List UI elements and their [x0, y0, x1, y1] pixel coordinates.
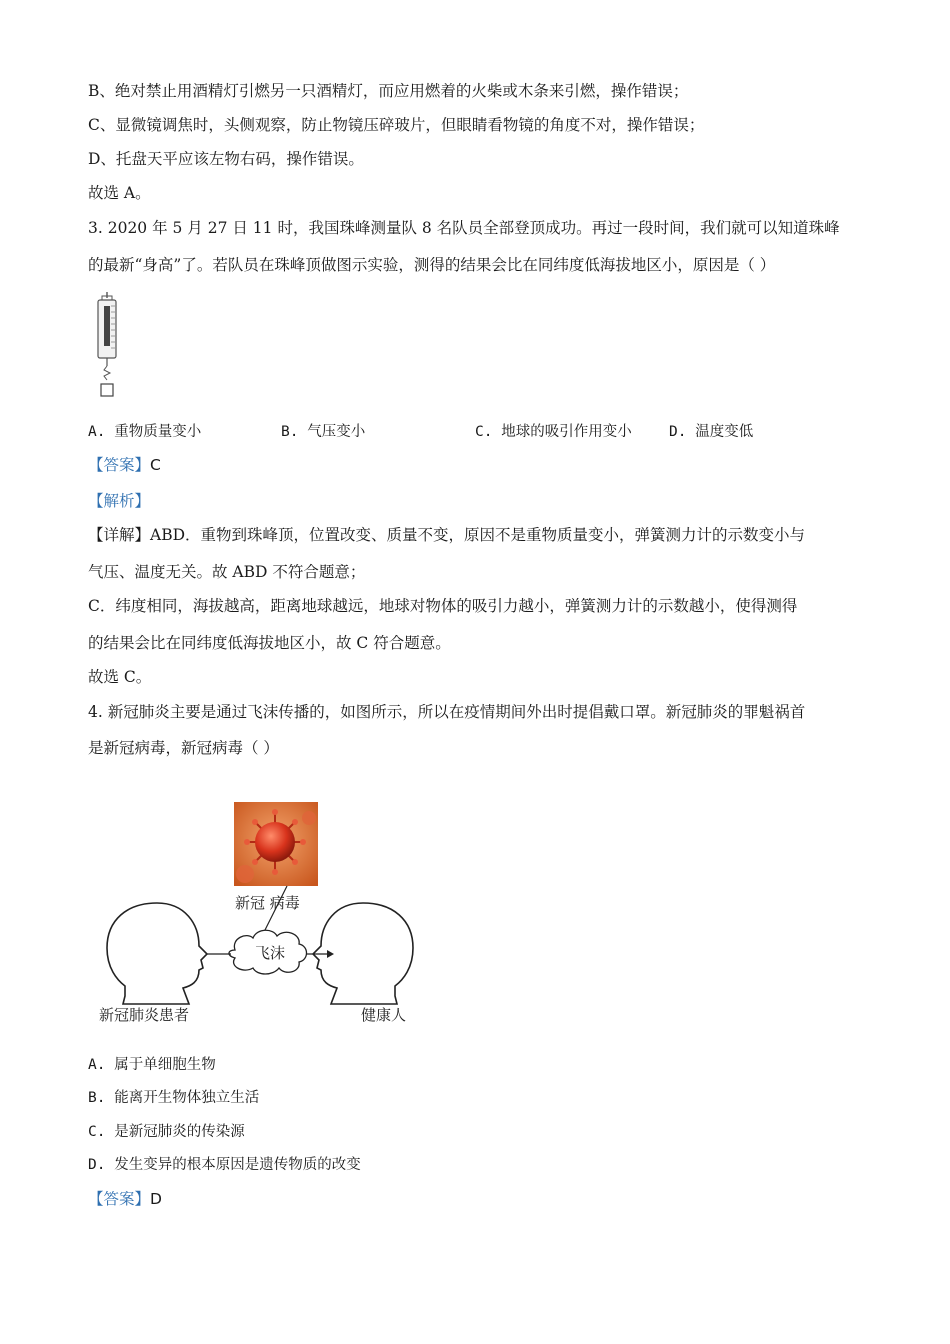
q3-detail-line1: [88, 525, 805, 545]
patient-label: 新冠肺炎患者: [99, 1006, 190, 1024]
q4-option-d[interactable]: D. 发生变异的根本原因是遗传物质的改变: [88, 1157, 361, 1173]
spring-scale-figure: [92, 292, 126, 402]
q2-option-b-explanation: B、绝对禁止用酒精灯引燃另一只酒精灯，而应用燃着的火柴或木条来引燃，操作错误；: [88, 82, 689, 100]
virus-image: [234, 802, 318, 886]
q3-answer-tag: 【答案】: [88, 456, 151, 474]
q3-answer-value: C: [150, 456, 161, 474]
q4-answer-value: D: [150, 1190, 162, 1208]
q2-option-d-explanation: D、托盘天平应该左物右码，操作错误。: [88, 150, 364, 168]
q4-answer-row: [88, 1189, 162, 1209]
q2-option-c-explanation: C、显微镜调焦时，头侧观察，防止物镜压碎玻片，但眼睛看物镜的角度不对，操作错误；: [88, 116, 705, 134]
q3-detail-line3: C．纬度相同，海拔越高，距离地球越远，地球对物体的吸引力越小，弹簧测力计的示数越小，使得测得: [88, 597, 798, 615]
q3-detail-text1: ABD．重物到珠峰顶，位置改变、质量不变，原因不是重物质量变小，弹簧测力计的示数变小与: [150, 526, 806, 544]
q3-detail-tag: 【详解】: [88, 526, 151, 544]
patient-head-icon: [107, 903, 207, 1004]
q4-stem-line1: 4. 新冠肺炎主要是通过飞沫传播的，如图所示，所以在疫情期间外出时提倡戴口罩。新冠肺炎的罪魁祸首: [88, 703, 806, 721]
q3-stem-line1: 3. 2020 年 5 月 27 日 11 时，我国珠峰测量队 8 名队员全部登顶成功。再过一段时间，我们就可以知道珠峰: [88, 219, 840, 237]
q3-stem-line2: 的最新“身高”了。若队员在珠峰顶做图示实验，测得的结果会比在同纬度低海拔地区小，原因是（ ）: [88, 256, 776, 274]
q3-detail-line2: 气压、温度无关。故 ABD 不符合题意；: [88, 563, 366, 581]
q4-option-a[interactable]: A. 属于单细胞生物: [88, 1057, 216, 1073]
q3-detail-line4: 的结果会比在同纬度低海拔地区小，故 C 符合题意。: [88, 634, 451, 652]
virus-label: 新冠 病毒: [235, 894, 300, 912]
q3-conclusion: 故选 C。: [88, 668, 152, 686]
q4-option-c[interactable]: C. 是新冠肺炎的传染源: [88, 1124, 245, 1140]
q2-conclusion: 故选 A。: [88, 184, 151, 202]
healthy-label: 健康人: [361, 1006, 407, 1024]
q4-option-b[interactable]: B. 能离开生物体独立生活: [88, 1090, 260, 1106]
q3-option-b[interactable]: B. 气压变小: [281, 424, 366, 440]
q3-option-a[interactable]: A. 重物质量变小: [88, 424, 202, 440]
q3-option-c[interactable]: C. 地球的吸引作用变小: [475, 424, 632, 440]
q3-analysis-tag: 【解析】: [88, 492, 151, 510]
q3-option-d[interactable]: D. 温度变低: [669, 424, 754, 440]
droplet-label: 飞沫: [255, 944, 286, 962]
q4-answer-tag: 【答案】: [88, 1190, 151, 1208]
q4-stem-line2: 是新冠病毒，新冠病毒（ ）: [88, 739, 279, 757]
q3-answer-row: [88, 455, 161, 475]
transmission-figure: [95, 800, 425, 1030]
